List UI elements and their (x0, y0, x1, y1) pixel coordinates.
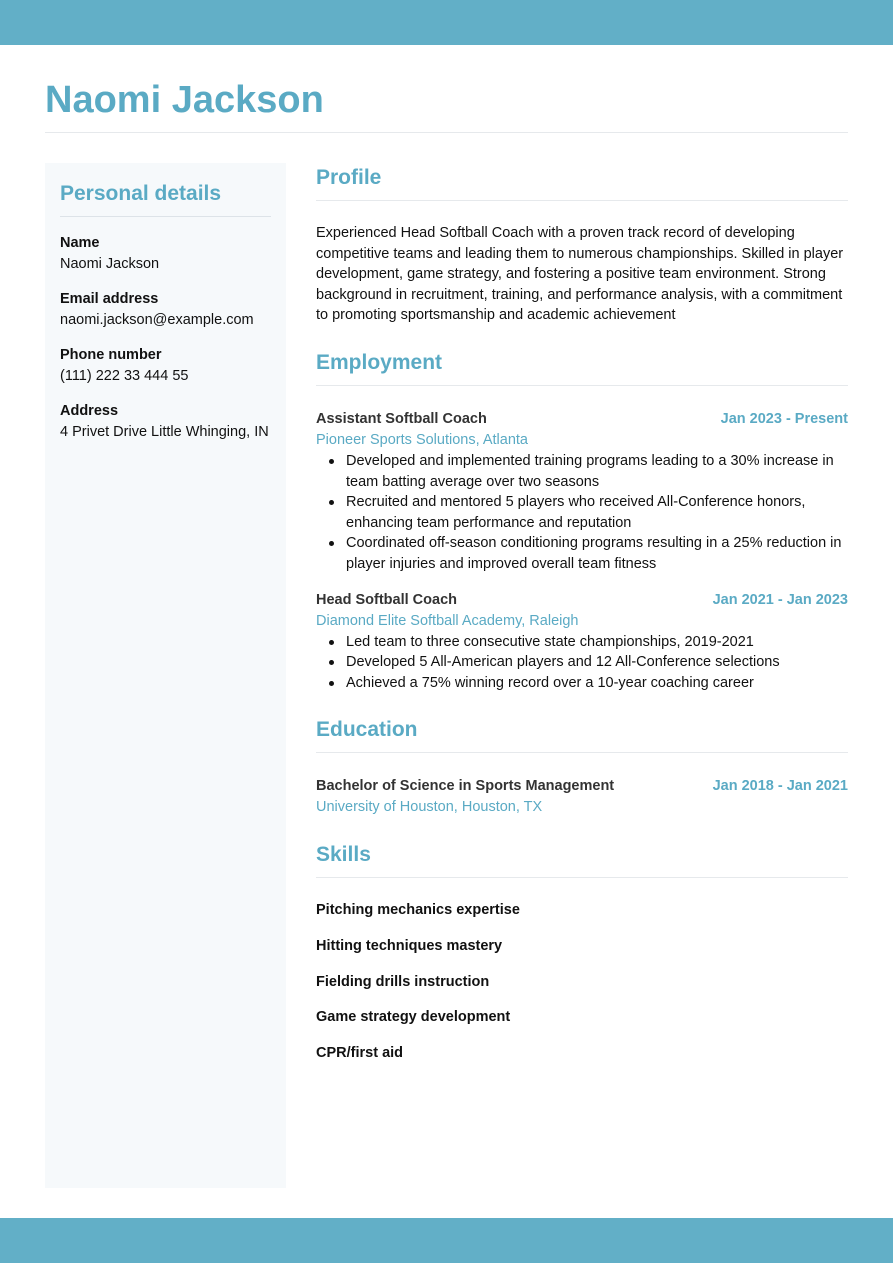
main-column (316, 163, 848, 1064)
skills-section (316, 840, 848, 1063)
phone-value: (111) 222 33 444 55 (60, 368, 189, 384)
detail-name (60, 233, 271, 275)
skill-item: CPR/first aid (316, 1044, 404, 1061)
resume-header (45, 78, 848, 122)
email-value[interactable]: naomi.jackson@example.com (60, 312, 254, 328)
job-company: Diamond Elite Softball Academy, Raleigh (316, 612, 579, 629)
detail-value: Naomi Jackson (60, 256, 160, 272)
education-entry (316, 776, 848, 818)
job-bullet: Recruited and mentored 5 players who received All-Conference honors, enhancing team performance and reputation (316, 492, 848, 533)
skill-item: Fielding drills instruction (316, 973, 490, 990)
job-bullet: Achieved a 75% winning record over a 10-year coaching career (316, 673, 848, 694)
job-entry (316, 590, 848, 694)
detail-label: Address (60, 403, 119, 419)
profile-summary: Experienced Head Softball Coach with a proven track record of developing competitive teams and leading them to numerous championships. Skilled in player development, game strategy, and fostering a positive team environment. Strong background in recruitment, training, and performance analysis, with a commitment to promoting sportsmanship and academic achievement (316, 225, 844, 324)
job-dates: Jan 2023 - Present (720, 410, 848, 427)
job-company: Pioneer Sports Solutions, Atlanta (316, 431, 528, 448)
employment-heading: Employment (316, 348, 848, 386)
employment-section (316, 348, 848, 693)
skill-item: Game strategy development (316, 1009, 511, 1026)
detail-label: Email address (60, 291, 159, 307)
job-title: Assistant Softball Coach (316, 410, 487, 427)
header-divider (45, 132, 848, 133)
personal-details-heading: Personal details (60, 180, 271, 217)
job-dates: Jan 2021 - Jan 2023 (712, 591, 848, 608)
job-header (316, 409, 848, 430)
education-heading: Education (316, 715, 848, 753)
education-dates: Jan 2018 - Jan 2021 (712, 778, 848, 795)
education-section (316, 715, 848, 818)
skills-heading: Skills (316, 840, 848, 878)
job-bullet: Led team to three consecutive state championships, 2019-2021 (316, 632, 848, 653)
detail-email (60, 289, 271, 331)
personal-details-panel (45, 163, 286, 1188)
skill-item: Hitting techniques mastery (316, 937, 503, 954)
detail-label: Phone number (60, 347, 162, 363)
job-bullet: Developed and implemented training programs leading to a 30% increase in team batting average over two seasons (316, 451, 848, 492)
job-bullets (316, 451, 848, 575)
job-header (316, 590, 848, 611)
job-title: Head Softball Coach (316, 591, 457, 608)
skills-list (316, 900, 848, 1063)
job-entry (316, 409, 848, 575)
profile-heading: Profile (316, 163, 848, 201)
address-value: 4 Privet Drive Little Whinging, IN (60, 424, 269, 440)
education-header (316, 776, 848, 797)
top-color-band (0, 0, 893, 45)
school-name: University of Houston, Houston, TX (316, 799, 543, 816)
profile-section (316, 163, 848, 326)
page-title: Naomi Jackson (45, 79, 324, 121)
job-bullets (316, 632, 848, 694)
bottom-color-band (0, 1218, 893, 1263)
detail-phone (60, 345, 271, 387)
detail-label: Name (60, 235, 100, 251)
skill-item: Pitching mechanics expertise (316, 902, 520, 919)
job-bullet: Coordinated off-season conditioning programs resulting in a 25% reduction in player injuries and improved overall team fitness (316, 533, 848, 574)
job-bullet: Developed 5 All-American players and 12 All-Conference selections (316, 652, 848, 673)
detail-address (60, 401, 271, 443)
degree-title: Bachelor of Science in Sports Management (316, 778, 615, 795)
